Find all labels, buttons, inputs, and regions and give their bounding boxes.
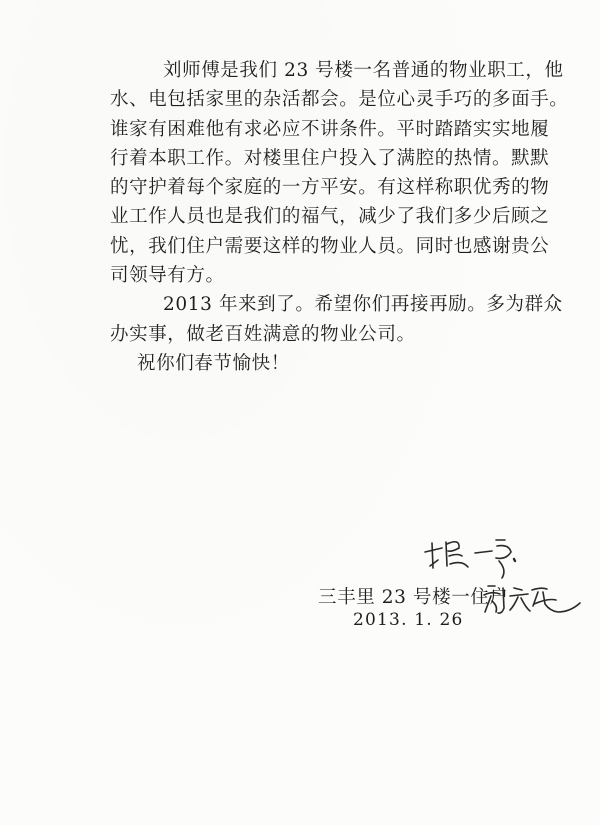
letter-line: 业工作人员也是我们的福气，减少了我们多少后顾之 xyxy=(110,206,550,228)
letter-line: 水、电包括家里的杂活都会。是位心灵手巧的多面手。 xyxy=(110,89,569,111)
letter-line: 2013 年来到了。希望你们再接再励。多为群众 xyxy=(163,294,563,316)
letter-line: 办实事，做老百姓满意的物业公司。 xyxy=(110,323,416,345)
letter-line: 司领导有方。 xyxy=(110,265,225,287)
letter-line: 行着本职工作。对楼里住户投入了满腔的热情。默默 xyxy=(110,147,550,169)
signature-date: 2013. 1. 26 xyxy=(353,610,464,630)
letter-line: 刘师傅是我们 23 号楼一名普通的物业职工，他 xyxy=(163,60,564,81)
letter-body xyxy=(110,56,569,378)
letter-line: 祝你们春节愉快！ xyxy=(137,352,290,374)
signature-address: 三丰里 23 号楼一住户 xyxy=(318,587,509,608)
letter-line: 谁家有困难他有求必应不讲条件。平时踏踏实实地履 xyxy=(110,118,550,140)
letter-line: 忧，我们住户需要这样的物业人员。同时也感谢贵公 xyxy=(110,235,550,257)
letter-line: 的守护着每个家庭的一方平安。有这样称职优秀的物 xyxy=(110,177,550,199)
